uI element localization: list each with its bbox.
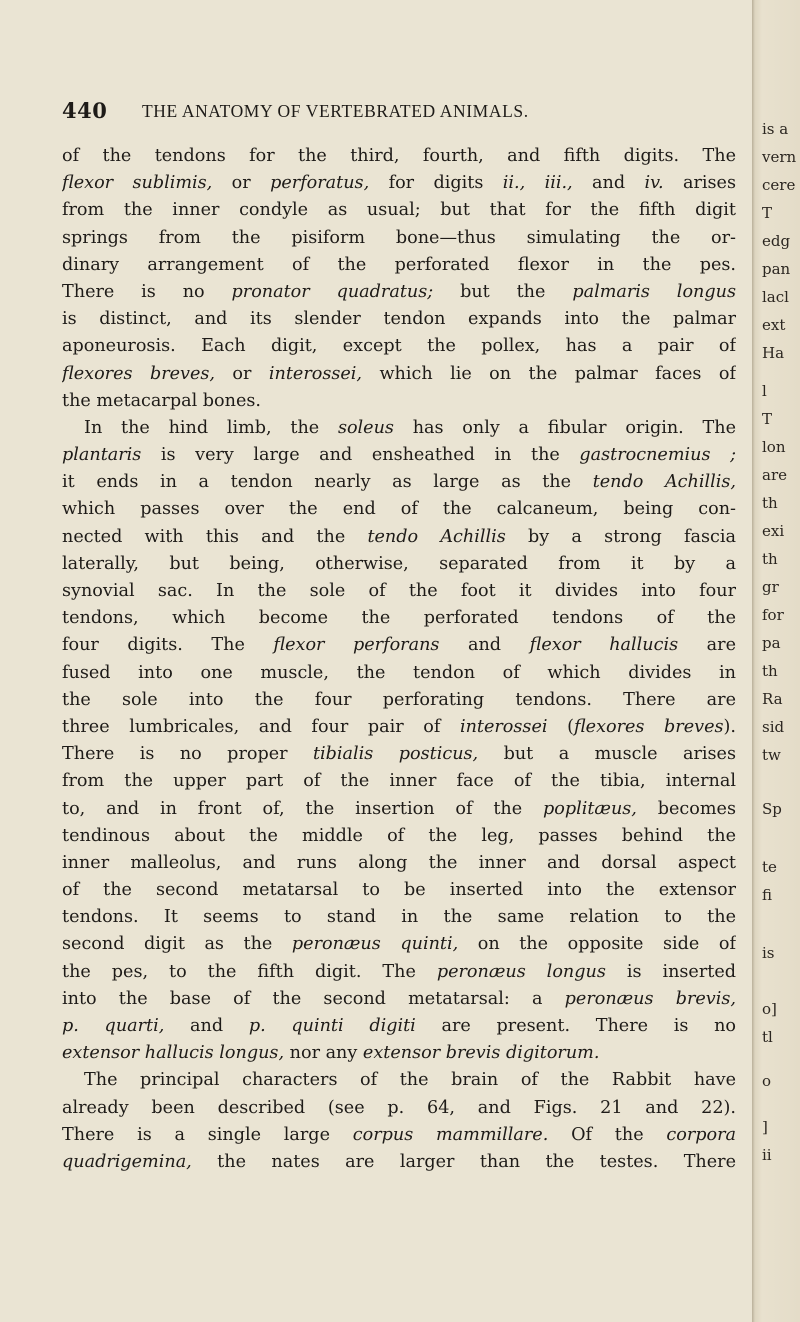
text-line (62, 1095, 736, 1122)
adjacent-page-fragment: ] (762, 1118, 768, 1136)
adjacent-page-fragment: th (762, 494, 778, 512)
text-line (62, 850, 736, 877)
text-run: for digits (369, 173, 503, 194)
adjacent-page-fragment: ext (762, 316, 786, 334)
text-line (62, 442, 736, 469)
text-line (62, 225, 736, 252)
text-run: is inserted (605, 961, 736, 982)
text-run: and (164, 1016, 249, 1036)
adjacent-page-fragment: pan (762, 260, 791, 278)
adjacent-page-fragment: fi (762, 886, 773, 904)
adjacent-page-fragment: gr (762, 578, 779, 596)
italic-term: tendo Achillis (367, 526, 506, 547)
text-run: has only a fibular origin. The (393, 417, 736, 438)
text-run: becomes (636, 798, 736, 819)
text-line (62, 687, 736, 714)
text-line (62, 388, 736, 415)
text-run: springs from the pisiform bone—thus simulating the or- (62, 227, 736, 248)
italic-term: extensor brevis digitorum. (362, 1043, 600, 1064)
italic-term: quadrigemina, (62, 1151, 192, 1172)
italic-term: flexores breves (573, 716, 724, 737)
text-run: arises (663, 173, 736, 194)
italic-term: peronæus longus (436, 961, 606, 982)
running-title: THE ANATOMY OF VERTEBRATED ANIMALS. (142, 101, 529, 121)
italic-term: peronæus brevis, (564, 988, 736, 1009)
text-run: or (212, 173, 271, 194)
text-line (62, 660, 736, 687)
italic-term: flexores breves, (62, 363, 215, 384)
text-run: three lumbricales, and four pair of (62, 716, 460, 737)
text-run: tendons. It seems to stand in the same relation to the (62, 907, 736, 928)
text-line (62, 931, 736, 958)
text-run: is distinct, and its slender tendon expands into the palmar (62, 309, 736, 330)
adjacent-page-fragment: o (762, 1072, 772, 1090)
text-line (62, 333, 736, 360)
italic-term: p. quarti, (62, 1016, 165, 1036)
adjacent-page-fragment: lacl (762, 288, 789, 306)
text-run: which passes over the end of the calcaneum, being con- (62, 499, 736, 520)
text-run: the metacarpal bones. (62, 390, 262, 411)
adjacent-page-fragment: T (762, 410, 773, 428)
text-run: second digit as the (62, 934, 292, 955)
text-run: In the hind limb, the (84, 417, 338, 438)
text-run: The principal characters of the brain of the Rabbit have (84, 1070, 736, 1091)
italic-term: tibialis posticus, (312, 744, 479, 765)
italic-term: plantaris (62, 445, 142, 466)
text-run: already been described (see p. 64, and Figs. 21 and 22). (62, 1097, 736, 1118)
text-run: are (678, 635, 736, 656)
adjacent-page-fragment: Ha (762, 344, 785, 362)
adjacent-page-fragment: pa (762, 634, 781, 652)
text-line (62, 768, 736, 795)
text-line (62, 1040, 736, 1067)
text-run: fused into one muscle, the tendon of which divides in (62, 662, 736, 683)
running-header (62, 98, 682, 128)
text-run: ). (723, 716, 736, 737)
text-run: There is no (62, 281, 232, 302)
text-line (62, 1149, 736, 1176)
text-run: and (439, 635, 530, 656)
italic-term: soleus (337, 417, 394, 438)
italic-term: peronæus quinti, (291, 934, 459, 955)
adjacent-page-fragment: o] (762, 1000, 777, 1018)
text-run: by a strong fascia (505, 526, 736, 547)
text-line (62, 986, 736, 1013)
adjacent-page-fragment: Sp (762, 800, 782, 818)
text-run: from the inner condyle as usual; but that for the fifth digit (62, 200, 736, 221)
text-line (62, 578, 736, 605)
text-run: or (215, 363, 269, 384)
text-line (62, 469, 736, 496)
adjacent-page-fragment: vern (762, 148, 797, 166)
text-line (62, 959, 736, 986)
adjacent-page-fragment: is a (762, 120, 789, 138)
italic-term: gastrocnemius ; (579, 445, 736, 466)
text-run: it ends in a tendon nearly as large as the (62, 472, 593, 493)
text-line (62, 823, 736, 850)
italic-term: tendo Achillis, (592, 472, 736, 493)
text-run: which lie on the palmar faces of (362, 363, 736, 384)
text-line (62, 904, 736, 931)
text-line (62, 1067, 736, 1094)
italic-term: ii., iii., (502, 173, 573, 194)
adjacent-page-fragment: sid (762, 718, 785, 736)
text-run: into the base of the second metatarsal: a (62, 988, 565, 1009)
adjacent-page-fragment: lon (762, 438, 786, 456)
text-run: nor any (284, 1043, 363, 1064)
adjacent-page-fragment: ii (762, 1146, 772, 1164)
text-run: There is no proper (62, 744, 313, 765)
adjacent-page-fragment: Ra (762, 690, 783, 708)
text-run: the sole into the four perforating tendons. There are (62, 689, 736, 710)
italic-term: interossei (459, 716, 548, 737)
text-line (62, 306, 736, 333)
italic-term: palmaris longus (572, 281, 736, 302)
adjacent-page-fragment: tl (762, 1028, 773, 1046)
text-run: inner malleolus, and runs along the inner and dorsal aspect (62, 852, 736, 873)
adjacent-page-edge (752, 0, 800, 1322)
italic-term: perforatus, (270, 173, 370, 194)
text-line (62, 361, 736, 388)
text-run: synovial sac. In the sole of the foot it divides into four (62, 581, 736, 601)
text-line (62, 197, 736, 224)
adjacent-page-fragment: is (762, 944, 775, 962)
adjacent-page-fragment: cere (762, 176, 796, 194)
text-line (62, 1013, 736, 1040)
adjacent-page-fragment: th (762, 550, 778, 568)
text-line (62, 279, 736, 306)
adjacent-page-fragment: T (762, 204, 773, 222)
text-run: four digits. The (62, 635, 274, 656)
text-run: but the (433, 281, 573, 302)
text-line (62, 143, 736, 170)
text-run: aponeurosis. Each digit, except the pollex, has a pair of (62, 336, 736, 357)
italic-term: flexor sublimis, (62, 173, 213, 194)
italic-term: flexor hallucis (529, 635, 679, 656)
text-line (62, 415, 736, 442)
text-run: Of the (548, 1124, 667, 1145)
text-line (62, 551, 736, 578)
text-line (62, 170, 736, 197)
text-line (62, 605, 736, 632)
text-run: but a muscle arises (478, 744, 736, 765)
adjacent-page-fragment: are (762, 466, 787, 484)
text-line (62, 524, 736, 551)
adjacent-page-fragment: th (762, 662, 778, 680)
text-run: are present. There is no (415, 1016, 736, 1036)
text-line (62, 1122, 736, 1149)
text-run: tendinous about the middle of the leg, passes behind the (62, 825, 736, 846)
text-line (62, 714, 736, 741)
text-line (62, 252, 736, 279)
text-run: dinary arrangement of the perforated flexor in the pes. (62, 254, 736, 275)
body-text (62, 143, 736, 1176)
text-run: the pes, to the fifth digit. The (62, 961, 437, 982)
text-run: ( (547, 716, 574, 737)
italic-term: flexor perforans (273, 635, 440, 656)
italic-term: corpus mammillare. (352, 1124, 549, 1145)
text-run: on the opposite side of (458, 934, 736, 955)
text-run: of the second metatarsal to be inserted into the extensor (62, 880, 736, 901)
text-line (62, 496, 736, 523)
text-run: from the upper part of the inner face of the tibia, internal (62, 771, 736, 792)
adjacent-page-fragment: for (762, 606, 784, 624)
text-line (62, 796, 736, 823)
italic-term: corpora (666, 1124, 736, 1145)
text-run: There is a single large (62, 1124, 353, 1145)
italic-term: extensor hallucis longus, (62, 1043, 285, 1064)
text-line (62, 877, 736, 904)
adjacent-page-fragment: te (762, 858, 777, 876)
adjacent-page-fragment: l (762, 382, 767, 400)
text-run: nected with this and the (62, 526, 368, 547)
italic-term: poplitæus, (542, 798, 637, 819)
adjacent-page-fragment: tw (762, 746, 781, 764)
text-run: to, and in front of, the insertion of the (62, 798, 543, 819)
italic-term: p. quinti digiti (248, 1016, 416, 1036)
text-line (62, 741, 736, 768)
italic-term: iv. (644, 173, 664, 194)
adjacent-page-fragment: edg (762, 232, 791, 250)
text-run: tendons, which become the perforated tendons of the (62, 608, 736, 629)
text-run: and (572, 173, 645, 194)
italic-term: interossei, (268, 363, 363, 384)
italic-term: pronator quadratus; (231, 281, 434, 302)
text-line (62, 632, 736, 659)
adjacent-page-fragment: exi (762, 522, 785, 540)
text-run: of the tendons for the third, fourth, and fifth digits. The (62, 146, 736, 166)
text-run: the nates are larger than the testes. There (191, 1151, 736, 1172)
text-run: is very large and ensheathed in the (141, 445, 580, 466)
text-run: laterally, but being, otherwise, separated from it by a (62, 553, 736, 574)
page-number: 440 (62, 98, 108, 123)
